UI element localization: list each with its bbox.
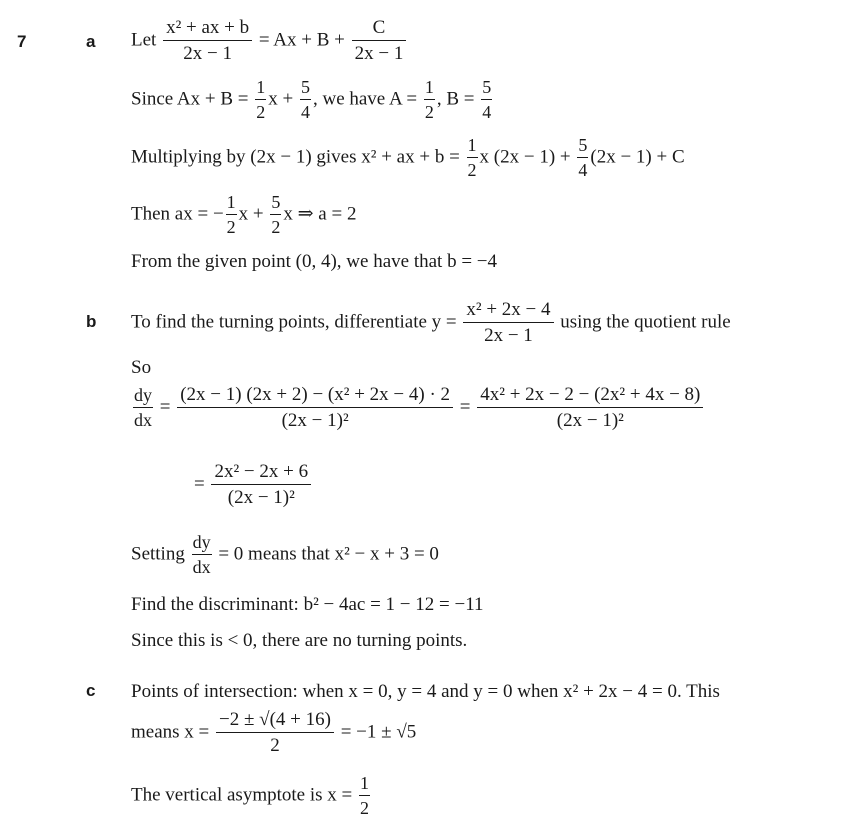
- text: = 0 means that x² − x + 3 = 0: [218, 543, 439, 565]
- part-b-line-2: [131, 357, 151, 379]
- numerator: dy: [192, 533, 212, 555]
- text: Setting: [131, 543, 185, 565]
- text: To find the turning points, differentiate y =: [131, 311, 457, 333]
- text: , B =: [436, 88, 475, 110]
- numerator: dy: [133, 386, 153, 408]
- numerator: −2 ± √(4 + 16): [216, 710, 334, 733]
- denominator: (2x − 1)²: [281, 409, 349, 431]
- text: So: [131, 357, 152, 378]
- text: x +: [238, 203, 264, 225]
- fraction: [467, 136, 478, 180]
- text: =: [194, 473, 205, 495]
- part-a-line-4: [131, 193, 356, 237]
- numerator: x² + ax + b: [163, 18, 252, 41]
- text: Then ax = −: [131, 203, 224, 225]
- fraction: [216, 710, 334, 756]
- numerator: (2x − 1) (2x + 2) − (x² + 2x − 4) · 2: [177, 385, 453, 408]
- numerator: 1: [226, 193, 237, 215]
- denominator: dx: [192, 556, 211, 577]
- fraction: [463, 300, 553, 346]
- text: = Ax + B +: [258, 29, 345, 51]
- text: , we have A =: [312, 88, 418, 110]
- text: Since Ax + B =: [131, 88, 249, 110]
- denominator: 4: [482, 101, 492, 122]
- denominator: 2: [270, 734, 280, 756]
- numerator: 4x² + 2x − 2 − (2x² + 4x − 8): [477, 385, 703, 408]
- text: The vertical asymptote is x =: [131, 784, 353, 806]
- denominator: 2: [271, 216, 281, 237]
- part-a-line-1: [131, 18, 408, 64]
- part-b-derivative-line: [131, 385, 705, 431]
- fraction: [477, 385, 703, 431]
- part-c-line-3: [131, 774, 372, 818]
- text: x (2x − 1) +: [479, 146, 571, 168]
- text: Let: [131, 29, 157, 51]
- part-a-line-3: [131, 136, 685, 180]
- numerator: x² + 2x − 4: [463, 300, 553, 323]
- part-label-b: b: [86, 312, 97, 331]
- fraction: [577, 136, 588, 180]
- denominator: (2x − 1)²: [227, 486, 295, 508]
- numerator: 1: [424, 78, 435, 100]
- denominator: (2x − 1)²: [556, 409, 624, 431]
- part-b-line-1: [131, 300, 731, 346]
- numerator: 2x² − 2x + 6: [211, 462, 311, 485]
- part-b-line-discriminant: [131, 594, 484, 616]
- part-b-line-conclusion: [131, 630, 467, 652]
- part-b-simplified-line: [194, 462, 313, 508]
- fraction: [359, 774, 370, 818]
- part-a-line-5: [131, 251, 497, 273]
- numerator: 5: [577, 136, 588, 158]
- text: using the quotient rule: [560, 311, 731, 333]
- fraction: [163, 18, 252, 64]
- part-c-line-1: [131, 681, 720, 703]
- denominator: 2x − 1: [484, 324, 533, 346]
- denominator: 4: [578, 159, 588, 180]
- denominator: 2: [256, 101, 266, 122]
- text: From the given point (0, 4), we have that b = −4: [131, 251, 498, 272]
- denominator: 2: [226, 216, 236, 237]
- denominator: 4: [300, 101, 310, 122]
- text: x +: [268, 88, 294, 110]
- text: =: [159, 396, 171, 418]
- text: Multiplying by (2x − 1) gives x² + ax + b =: [131, 146, 460, 168]
- text: Since this is < 0, there are no turning points.: [131, 630, 468, 651]
- denominator: dx: [134, 409, 152, 430]
- fraction: [424, 78, 435, 122]
- numerator: 1: [467, 136, 478, 158]
- text: x ⇒ a = 2: [283, 203, 357, 225]
- part-b-line-setting: [131, 533, 439, 577]
- fraction: [211, 462, 311, 508]
- part-label-c: c: [86, 681, 96, 700]
- question-number: 7: [17, 32, 27, 51]
- fraction: [192, 533, 212, 577]
- fraction: [177, 385, 453, 431]
- text: means x =: [131, 721, 210, 743]
- numerator: 5: [300, 78, 311, 100]
- numerator: 1: [359, 774, 370, 796]
- numerator: C: [352, 18, 407, 41]
- part-label-a: a: [86, 32, 96, 51]
- text: =: [459, 396, 471, 418]
- text: Points of intersection: when x = 0, y = 4 and y = 0 when x² + 2x − 4 = 0. This: [131, 681, 720, 702]
- fraction: [270, 193, 281, 237]
- denominator: 2: [467, 159, 477, 180]
- denominator: 2x − 1: [354, 42, 404, 64]
- denominator: 2: [360, 797, 369, 818]
- fraction: [255, 78, 266, 122]
- fraction: [481, 78, 492, 122]
- text: (2x − 1) + C: [590, 146, 685, 168]
- denominator: 2: [424, 101, 434, 122]
- fraction: [226, 193, 237, 237]
- text: Find the discriminant: b² − 4ac = 1 − 12 = −11: [131, 594, 484, 615]
- text: = −1 ± √5: [340, 721, 417, 743]
- fraction: [300, 78, 311, 122]
- fraction-dy-dx: [133, 386, 153, 430]
- denominator: 2x − 1: [183, 42, 232, 64]
- numerator: 5: [481, 78, 492, 100]
- numerator: 1: [255, 78, 266, 100]
- part-a-line-2: [131, 78, 494, 122]
- fraction: [352, 18, 407, 64]
- numerator: 5: [270, 193, 281, 215]
- part-c-line-2: [131, 710, 416, 756]
